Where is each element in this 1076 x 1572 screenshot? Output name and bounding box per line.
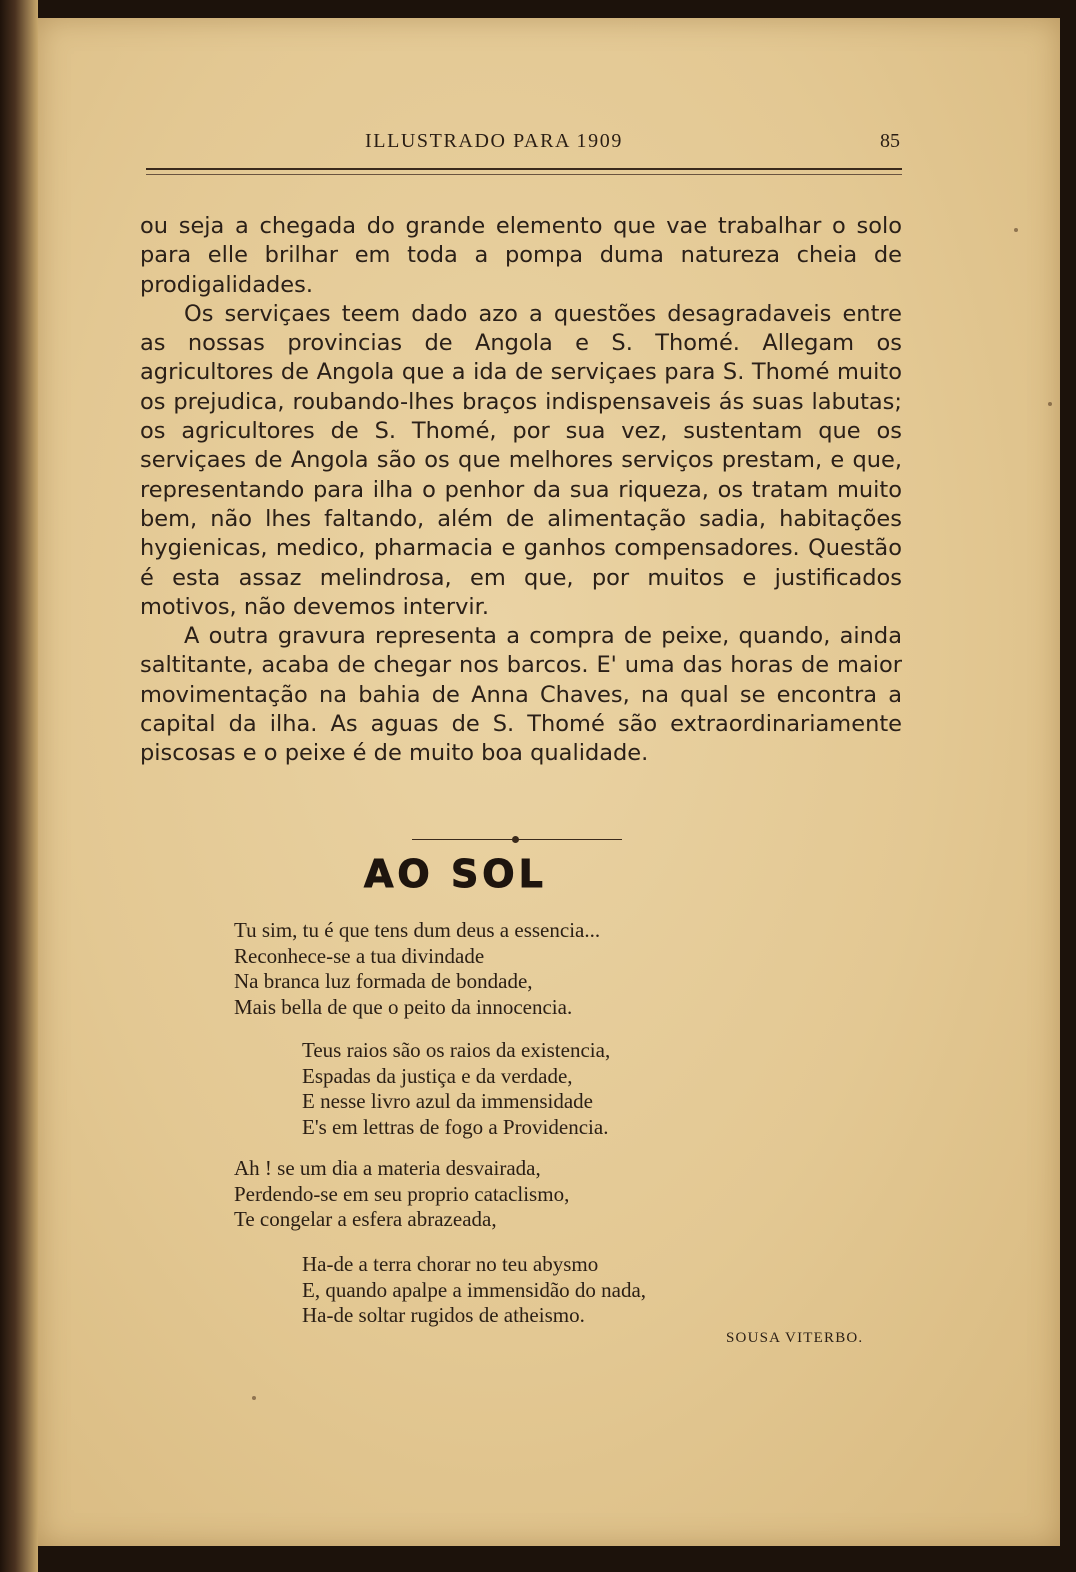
header-rule	[146, 168, 902, 170]
poem-line: Ah ! se um dia a materia desvairada,	[234, 1156, 541, 1180]
divider-ornament	[512, 836, 519, 843]
poem-title: AO SOL	[364, 852, 547, 896]
poem-line: Teus raios são os raios da existencia,	[302, 1038, 611, 1062]
poem-stanza	[302, 1252, 646, 1329]
poem-line: Tu sim, tu é que tens dum deus a essencia...	[234, 918, 601, 942]
running-header	[102, 126, 902, 160]
poem-line: Ha-de soltar rugidos de atheismo.	[302, 1303, 585, 1327]
poem-line: E's em lettras de fogo a Providencia.	[302, 1114, 609, 1139]
paper-speck	[252, 1396, 256, 1400]
poem-line: Mais bella de que o peito da innocencia.	[234, 994, 573, 1019]
poem-line: E, quando apalpe a immensidão do nada,	[302, 1277, 647, 1302]
poem-stanza	[234, 1156, 569, 1233]
header-title: ILLUSTRADO PARA 1909	[365, 130, 623, 152]
book-spine-edge	[0, 0, 38, 1572]
header-rule-thin	[146, 174, 902, 175]
poem-stanza	[302, 1038, 610, 1140]
poem-line: Espadas da justiça e da verdade,	[302, 1063, 573, 1088]
article-paragraph: Os serviçaes teem dado azo a questões desagradaveis entre as nossas provincias de Angola e S. Thomé. Allegam os agricultores de Angola que a ida de serviçaes para S. Thomé muito os prejudica, roubando-lhes braços indispensaveis ás suas labutas; os agricultores de S. Thomé, por sua vez, sustentam que os serviçaes de Angola são os que melhores serviços prestam, e que, representando para ilha o penhor da sua riqueza, os tratam muito bem, não lhes faltando, além de alimentação sadia, habitações hygienicas, medico, pharmacia e ganhos compensadores. Questão é esta assaz melindrosa, em que, por muitos e justificados motivos, não devemos intervir.	[140, 300, 902, 620]
scan-bottom-edge	[38, 1546, 1076, 1572]
paper-speck	[1014, 228, 1018, 232]
poem-line: Perdendo-se em seu proprio cataclismo,	[234, 1181, 570, 1206]
scan-right-edge	[1060, 0, 1076, 1572]
paper-speck	[1048, 402, 1052, 406]
poem-line: Te congelar a esfera abrazeada,	[234, 1207, 497, 1231]
section-divider	[412, 836, 622, 842]
poem-line: Ha-de a terra chorar no teu abysmo	[302, 1252, 599, 1276]
poem-line: Reconhece-se a tua divindade	[234, 943, 485, 968]
poem-stanza	[234, 918, 600, 1020]
poem-line: Na branca luz formada de bondade,	[234, 969, 533, 993]
poem-author: SOUSA VITERBO.	[726, 1330, 864, 1346]
article-body	[140, 212, 902, 769]
article-paragraph: A outra gravura representa a compra de peixe, quando, ainda saltitante, acaba de chegar nos barcos. E' uma das horas de maior movimentação na bahia de Anna Chaves, na qual se encontra a capital da ilha. As aguas de S. Thomé são extraordinariamente piscosas e o peixe é de muito boa qualidade.	[140, 623, 902, 767]
scan-top-edge	[38, 0, 1076, 18]
poem-line: E nesse livro azul da immensidade	[302, 1089, 593, 1113]
article-paragraph: ou seja a chegada do grande elemento que vae trabalhar o solo para elle brilhar em toda a pompa duma natureza cheia de prodigalidades.	[140, 213, 902, 298]
page-number: 85	[880, 130, 900, 152]
